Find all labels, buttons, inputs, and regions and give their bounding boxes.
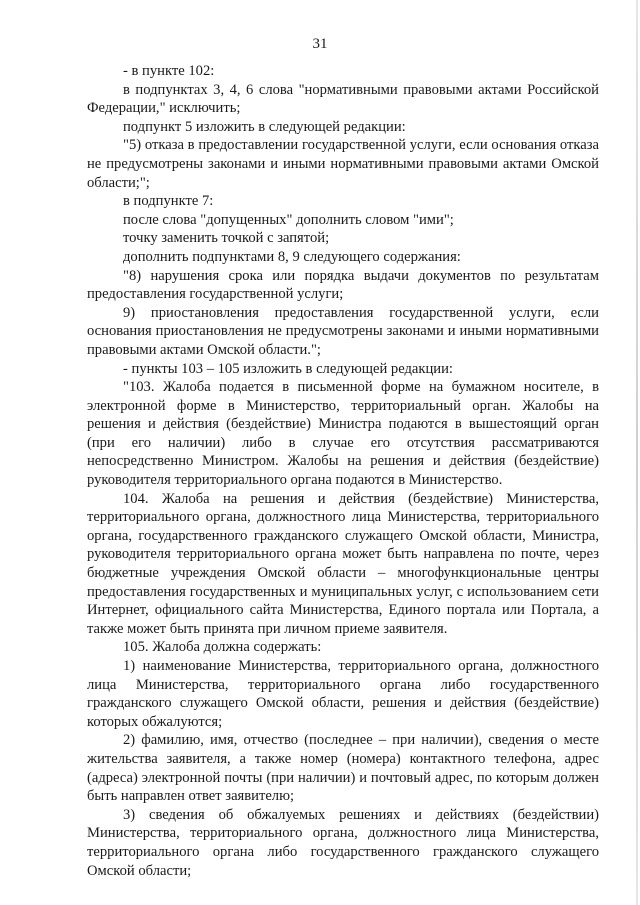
page-number: 31 <box>312 36 328 52</box>
scan-edge <box>636 0 638 905</box>
paragraph-item-102: - в пункте 102: <box>123 63 215 79</box>
paragraph-subitem-8: "8) нарушения срока или порядка выдачи документов по результатам предоставления государственной услуги; <box>87 267 599 303</box>
paragraph-subitem-7-amend-1: после слова "допущенных" дополнить словом "ими"; <box>123 211 454 228</box>
paragraph-subitem-9: 9) приостановления предоставления государственной услуги, если основания приостановления не предусмотрены законами и иными нормативными правовыми актами Омской области."; <box>87 304 599 358</box>
paragraph-subitem-7-amend-2: точку заменить точкой с запятой; <box>123 230 330 247</box>
paragraph-item-105-1: 1) наименование Министерства, территориального органа, должностного лица Министерства, территориального органа либо государственного гражданского служащего Омской области, решения и действия (бездействие) которых обжалуются; <box>87 658 599 730</box>
paragraph-subitems-3-4-6: в подпунктах 3, 4, 6 слова "нормативными правовыми актами Российской Федерации," исключить; <box>87 81 599 117</box>
paragraph-subitem-5-intro: подпункт 5 изложить в следующей редакции: <box>123 118 406 135</box>
paragraph-subitem-5-text: "5) отказа в предоставлении государственной услуги, если основания отказа не предусмотрены законами и иными нормативными правовыми актами Омской области;"; <box>87 137 599 191</box>
paragraph-item-103: "103. Жалоба подается в письменной форме на бумажном носителе, в электронной форме в Министерство, территориальный орган. Жалобы на решения и действия (бездействие) Министра подаются в вышестоящий орган (при его наличии) либо в случае его отсутствия рассматриваются непосредственно Министром. Жалобы на решения и действия (бездействие) руководителя территориального органа подаются в Министерство. <box>87 379 599 489</box>
paragraph-item-105-2: 2) фамилию, имя, отчество (последнее – при наличии), сведения о месте жительства заявителя, а также номер (номера) контактного телефона, адрес (адреса) электронной почты (при наличии) и почтовый адрес, по которым должен быть направлен ответ заявителю; <box>87 732 599 805</box>
document-body <box>87 62 599 880</box>
paragraph-subitem-7-intro: в подпункте 7: <box>123 193 214 210</box>
paragraph-item-105: 105. Жалоба должна содержать: <box>123 639 322 656</box>
paragraph-item-105-3: 3) сведения об обжалуемых решениях и действиях (бездействии) Министерства, территориального органа, должностного лица Министерства, территориального органа либо государственного гражданского служащего Омской области; <box>87 806 599 879</box>
paragraph-items-103-105-intro: - пункты 103 – 105 изложить в следующей редакции: <box>123 360 453 377</box>
paragraph-item-104: 104. Жалоба на решения и действия (бездействие) Министерства, территориального органа, должностного лица Министерства, территориального органа, государственного гражданского служащего Омской области, Министра, руководителя территориального органа может быть направлена по почте, через бюджетные учреждения Омской области – многофункциональные центры предоставления государственных и муниципальных услуг, с использованием сети Интернет, официального сайта Министерства, Единого портала или Портала, а также может быть принята при личном приеме заявителя. <box>87 490 599 637</box>
paragraph-add-subitems-intro: дополнить подпунктами 8, 9 следующего содержания: <box>123 248 461 265</box>
